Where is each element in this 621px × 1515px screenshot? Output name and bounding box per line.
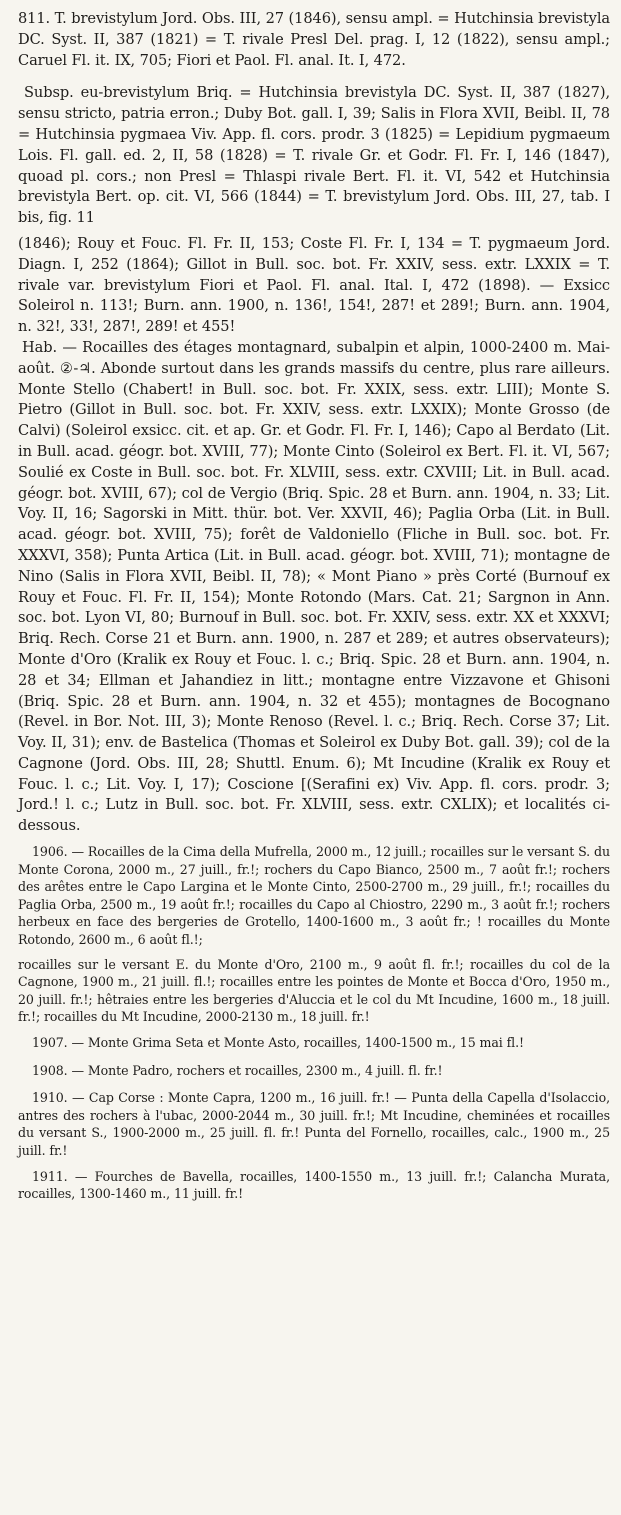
observation-1906: 1906. — Rocailles de la Cima della Mufrella, 2000 m., 12 juill.; rocailles sur le versant S. du Monte Corona, 2000 m., 27 juill., fr.!; rochers du Capo Bianco, 2500 m., 7 août fr.!; rochers des arêtes entre le Capo Largina et le Monte Cinto, 2500-2700 m., 29 juill., fr.!; rocailles du Paglia Orba, 2500 m., 19 août fr.!; rocailles du Capo al Chiostro, 2290 m., 3 août fr.!; rochers herbeux en face des bergeries de Grotello, 1400-1600 m., 3 août fr.; ! rocailles du Monte Rotondo, 2600 m., 6 août fl.!; bbox=[18, 844, 610, 948]
habitat-paragraph: Hab. — Rocailles des étages montagnard, subalpin et alpin, 1000-2400 m. Mai-août. ②-♃. Abonde surtout dans les grands massifs du centre, plus rare ailleurs. Monte Stello (Chabert! in Bull. soc. bot. Fr. XXIX, sess. extr. LIII); Monte S. Pietro (Gillot in Bull. soc. bot. Fr. XXIV, sess. extr. LXXIX); Monte Grosso (de Calvi) (Soleirol exsicc. cit. et ap. Gr. et Godr. Fl. Fr. I, 146); Capo al Berdato (Lit. in Bull. acad. géogr. bot. XVIII, 77); Monte Cinto (Soleirol ex Bert. Fl. it. VI, 567; Soulié ex Coste in Bull. soc. bot. Fr. XLVIII, sess. extr. CXVIII; Lit. in Bull. acad. géogr. bot. XVIII, 67); col de Vergio (Briq. Spic. 28 et Burn. ann. 1904, n. 33; Lit. Voy. II, 16; Sagorski in Mitt. thür. bot. Ver. XXVII, 46); Paglia Orba (Lit. in Bull. acad. géogr. bot. XVIII, 75); forêt de Valdoniello (Fliche in Bull. soc. bot. Fr. XXXVI, 358); Punta Artica (Lit. in Bull. acad. géogr. bot. XVIII, 71); montagne de Nino (Salis in Flora XVII, Beibl. II, 78); « Mont Piano » près Corté (Burnouf ex Rouy et Fouc. Fl. Fr. II, 154); Monte Rotondo (Mars. Cat. 21; Sargnon in Ann. soc. bot. Lyon VI, 80; Burnouf in Bull. soc. bot. Fr. XXIV, sess. extr. XX et XXXVI; Briq. Rech. Corse 21 et Burn. ann. 1900, n. 287 et 289; et autres observateurs); Monte d'Oro (Kralik ex Rouy et Fouc. l. c.; Briq. Spic. 28 et Burn. ann. 1904, n. 28 et 34; Ellman et Jahandiez in litt.; montagne entre Vizzavone et Ghisoni (Briq. Spic. 28 et Burn. ann. 1904, n. 32 et 455); montagnes de Bocognano (Revel. in Bor. Not. III, 3); Monte Renoso (Revel. l. c.; Briq. Rech. Corse 37; Lit. Voy. II, 31); env. de Bastelica (Thomas et Soleirol ex Duby Bot. gall. 39); col de la Cagnone (Jord. Obs. III, 28; Shuttl. Enum. 6); Mt Incudine (Kralik ex Rouy et Fouc. l. c.; Lit. Voy. I, 17); Coscione [(Serafini ex) Viv. App. fl. cors. prodr. 3; Jord.! l. c.; Lutz in Bull. soc. bot. Fr. XLVIII, sess. extr. CXLIX); et localités ci-dessous. bbox=[18, 338, 610, 835]
subspecies-continuation-paragraph: (1846); Rouy et Fouc. Fl. Fr. II, 153; Coste Fl. Fr. I, 134 = T. pygmaeum Jord. Diagn. I, 252 (1864); Gillot in Bull. soc. bot. Fr. XXIV, sess. extr. LXXIX = T. rivale var. brevistylum Fiori et Paol. Fl. anal. Ital. I, 472 (1898). — Exsicc Soleirol n. 113!; Burn. ann. 1900, n. 136!, 154!, 287! et 289!; Burn. ann. 1904, n. 32!, 33!, 287!, 289! et 455! bbox=[18, 234, 610, 336]
observations bbox=[18, 843, 610, 1203]
observation-1910: 1910. — Cap Corse : Monte Capra, 1200 m., 16 juill. fr.! — Punta della Capella d'Isolaccio, antres des rochers à l'ubac, 2000-2044 m., 30 juill. fr.!; Mt Incudine, cheminées et rocailles du versant S., 1900-2000 m., 25 juill. fl. fr.! Punta del Fornello, rocailles, calc., 1900 m., 25 juill. fr.! bbox=[18, 1090, 610, 1158]
subspecies-paragraph: Subsp. eu-brevistylum Briq. = Hutchinsia brevistyla DC. Syst. II, 387 (1827), sensu stricto, patria erron.; Duby Bot. gall. I, 39; Salis in Flora XVII, Beibl. II, 78 = Hutchinsia pygmaea Viv. App. fl. cors. prodr. 3 (1825) = Lepidium pygmaeum Lois. Fl. gall. ed. 2, II, 58 (1828) = T. rivale Gr. et Godr. Fl. Fr. I, 146 (1847), quoad pl. cors.; non Presl = Thlaspi rivale Bert. Fl. it. VI, 542 et Hutchinsia brevistyla Bert. op. cit. VI, 566 (1844) = T. brevistylum Jord. Obs. III, 27, tab. I bis, fig. 11 bbox=[18, 84, 610, 227]
observation-1911: 1911. — Fourches de Bavella, rocailles, 1400-1550 m., 13 juill. fr.!; Calancha Murata, rocailles, 1300-1460 m., 11 juill. fr.! bbox=[18, 1168, 610, 1202]
entry-811-paragraph: 811. T. brevistylum Jord. Obs. III, 27 (1846), sensu ampl. = Hutchinsia brevistyla DC. Syst. II, 387 (1821) = T. rivale Presl Del. prag. I, 12 (1822), sensu ampl.; Caruel Fl. it. IX, 705; Fiori et Paol. Fl. anal. It. I, 472. bbox=[18, 10, 610, 69]
main-text bbox=[18, 0, 610, 837]
observation-1907: 1907. — Monte Grima Seta et Monte Asto, rocailles, 1400-1500 m., 15 mai fl.! bbox=[32, 1035, 524, 1051]
observation-1908: 1908. — Monte Padro, rochers et rocailles, 2300 m., 4 juill. fl. fr.! bbox=[32, 1062, 443, 1078]
observation-1906-continuation: rocailles sur le versant E. du Monte d'Oro, 2100 m., 9 août fl. fr.!; rocailles du col de la Cagnone, 1900 m., 21 juill. fl.!; rocailles entre les pointes de Monte et Bocca d'Oro, 1950 m., 20 juill. fr.!; hêtraies entre les bergeries d'Aluccia et le col du Mt Incudine, 1600 m., 18 juill. fr.!; rocailles du Mt Incudine, 2000-2130 m., 18 juill. fr.! bbox=[18, 956, 610, 1025]
